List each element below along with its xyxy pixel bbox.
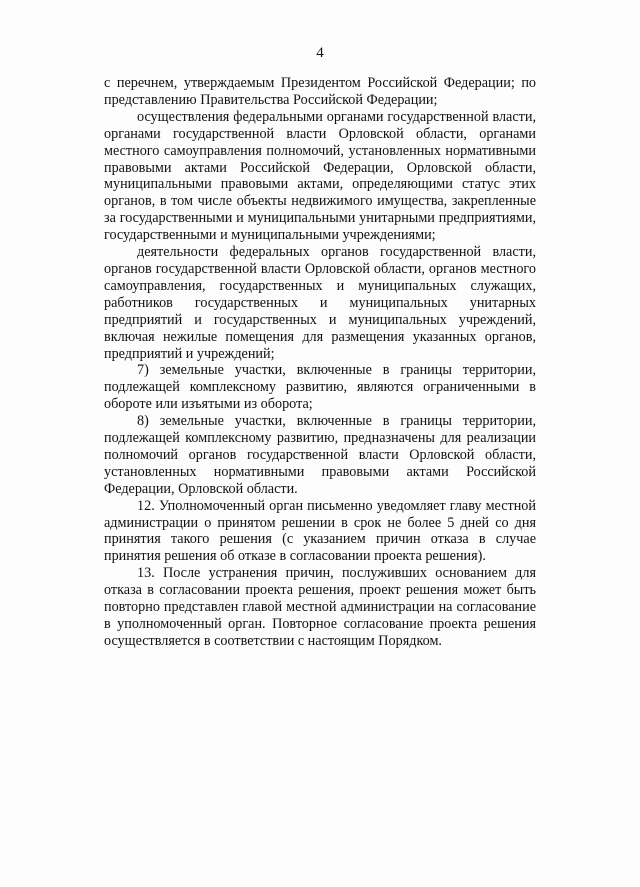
document-body — [104, 75, 536, 650]
paragraph-item-7: 7) земельные участки, включенные в границы территории, подлежащей комплексному развитию, являются ограниченными в обороте или изъятыми из оборота; — [104, 362, 536, 413]
paragraph-3: деятельности федеральных органов государственной власти, органов государственной власти Орловской области, органов местного самоуправления, государственных и муниципальных служащих, работников государственных и муниципальных унитарных предприятий и государственных и муниципальных учреждений, включая нежилые помещения для размещения указанных органов, предприятий и учреждений; — [104, 244, 536, 362]
page-number: 4 — [316, 45, 324, 61]
paragraph-item-8: 8) земельные участки, включенные в границы территории, подлежащей комплексному развитию, предназначены для реализации полномочий органов государственной власти Орловской области, установленных нормативными правовыми актами Российской Федерации, Орловской области. — [104, 413, 536, 497]
paragraph-1: с перечнем, утверждаемым Президентом Российской Федерации; по представлению Правительства Российской Федерации; — [104, 75, 536, 108]
paragraph-clause-12: 12. Уполномоченный орган письменно уведомляет главу местной администрации о принятом решении в срок не более 5 дней со дня принятия такого решения (с указанием причин отказа в случае принятия решения об отказе в согласовании проекта решения). — [104, 497, 536, 565]
paragraph-clause-13: 13. После устранения причин, послуживших основанием для отказа в согласовании проекта решения, проект решения может быть повторно представлен главой местной администрации на согласование в уполномоченный орган. Повторное согласование проекта решения осуществляется в соответствии с настоящим Порядком. — [104, 565, 536, 649]
paragraph-2: осуществления федеральными органами государственной власти, органами государственной власти Орловской области, органами местного самоуправления полномочий, установленных нормативными правовыми актами Российской Федерации, Орловской области, муниципальными правовыми актами, определяющими статус этих органов, в том числе объекты недвижимого имущества, закрепленные за государственными и муниципальными унитарными предприятиями, государственными и муниципальными учреждениями; — [104, 108, 536, 244]
